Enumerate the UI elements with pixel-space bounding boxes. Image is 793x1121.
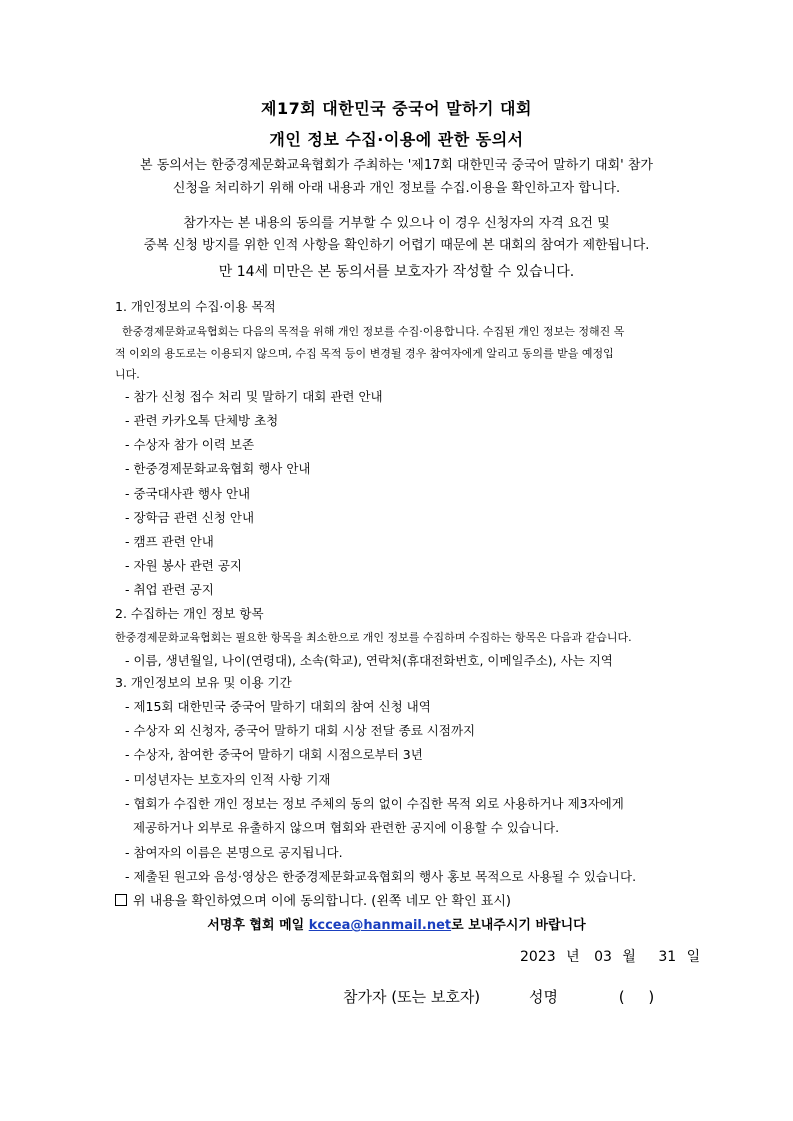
intro-line-3: 참가자는 본 내용의 동의를 거부할 수 있으나 이 경우 신청자의 자격 요건 및: [183, 216, 610, 231]
signature-role-label: 참가자 (또는 보호자): [343, 988, 481, 1006]
list-item: - 수상자 참가 이력 보존: [125, 437, 255, 452]
list-item: - 제15회 대한민국 중국어 말하기 대회의 참여 신청 내역: [125, 699, 431, 714]
list-item: - 수상자 외 신청자, 중국어 말하기 대회 시상 전달 종료 시점까지: [125, 723, 476, 738]
signature-field[interactable]: ( ): [618, 988, 655, 1006]
date-day: 31: [658, 949, 677, 965]
list-item: - 한중경제문화교육협회 행사 안내: [125, 461, 311, 476]
submission-instruction: [0, 914, 793, 933]
intro-line-2: 신청을 처리하기 위해 아래 내용과 개인 정보를 수집.이용을 확인하고자 합니다.: [172, 181, 621, 196]
list-item: - 수상자, 참여한 중국어 말하기 대회 시점으로부터 3년: [125, 747, 423, 762]
consent-checkbox-label: 위 내용을 확인하였으며 이에 동의합니다. (왼쪽 네모 안 확인 표시): [133, 894, 511, 909]
list-item-continuation: 제공하거나 외부로 유출하지 않으며 협회와 관련한 공지에 이용할 수 있습니다.: [125, 820, 560, 835]
section1-para-1: 한중경제문화교육협회는 다음의 목적을 위해 개인 정보를 수집·이용합니다. 수집된 개인 정보는 정해진 목: [122, 325, 625, 338]
list-item: - 캠프 관련 안내: [125, 534, 214, 549]
instruction-suffix: 로 보내주시기 바랍니다: [451, 918, 586, 933]
list-item: - 자원 봉사 관련 공지: [125, 558, 243, 573]
list-item: - 제출된 원고와 음성·영상은 한중경제문화교육협회의 행사 홍보 목적으로 사용될 수 있습니다.: [125, 869, 637, 884]
section1-heading: 1. 개인정보의 수집·이용 목적: [115, 299, 276, 314]
instruction-prefix: 서명후 협회 메일: [207, 918, 309, 933]
list-item: - 참여자의 이름은 본명으로 공지됩니다.: [125, 845, 343, 860]
section2-para: 한중경제문화교육협회는 필요한 항목을 최소한으로 개인 정보를 수집하며 수집하는 항목은 다음과 같습니다.: [115, 631, 632, 644]
section3-heading: 3. 개인정보의 보유 및 이용 기간: [115, 675, 292, 690]
section1-para-3: 니다.: [115, 368, 140, 381]
intro-line-1: 본 동의서는 한중경제문화교육협회가 주최하는 '제17회 대한민국 중국어 말하기 대회' 참가: [140, 158, 653, 173]
document-title-line2: 개인 정보 수집·이용에 관한 동의서: [269, 130, 524, 149]
list-item: - 참가 신청 접수 처리 및 말하기 대회 관련 안내: [125, 389, 383, 404]
list-item: - 취업 관련 공지: [125, 582, 214, 597]
signature-name-label: 성명: [528, 988, 558, 1006]
date-day-unit: 일: [686, 949, 701, 965]
date-year: 2023: [520, 949, 556, 965]
signature-line: [343, 986, 654, 1007]
date-year-unit: 년: [566, 949, 580, 965]
section1-para-2: 적 이외의 용도로는 이용되지 않으며, 수집 목적 등이 변경될 경우 참여자에게 알리고 동의를 받을 예정입: [115, 347, 614, 360]
list-item: - 중국대사관 행사 안내: [125, 486, 251, 501]
date-month-unit: 월: [622, 949, 636, 965]
list-item: - 장학금 관련 신청 안내: [125, 510, 255, 525]
intro-line-5: 만 14세 미만은 본 동의서를 보호자가 작성할 수 있습니다.: [218, 264, 575, 280]
list-item: - 협회가 수집한 개인 정보는 정보 주체의 동의 없이 수집한 목적 외로 사용하거나 제3자에게: [125, 796, 624, 811]
list-item: - 관련 카카오톡 단체방 초청: [125, 413, 279, 428]
consent-checkbox[interactable]: [115, 894, 127, 906]
document-title-line1: 제17회 대한민국 중국어 말하기 대회: [261, 99, 532, 118]
consent-checkbox-row[interactable]: [115, 890, 685, 909]
section2-item: - 이름, 생년월일, 나이(연령대), 소속(학교), 연락처(휴대전화번호, 이메일주소), 사는 지역: [125, 653, 613, 668]
email-link[interactable]: kccea@hanmail.net: [308, 918, 452, 933]
list-item: - 미성년자는 보호자의 인적 사항 기재: [125, 772, 331, 787]
date-month: 03: [594, 949, 612, 965]
date-line: [520, 946, 700, 966]
intro-line-4: 중복 신청 방지를 위한 인적 사항을 확인하기 어렵기 때문에 본 대회의 참여가 제한됩니다.: [143, 238, 650, 253]
section2-heading: 2. 수집하는 개인 정보 항목: [115, 606, 264, 621]
